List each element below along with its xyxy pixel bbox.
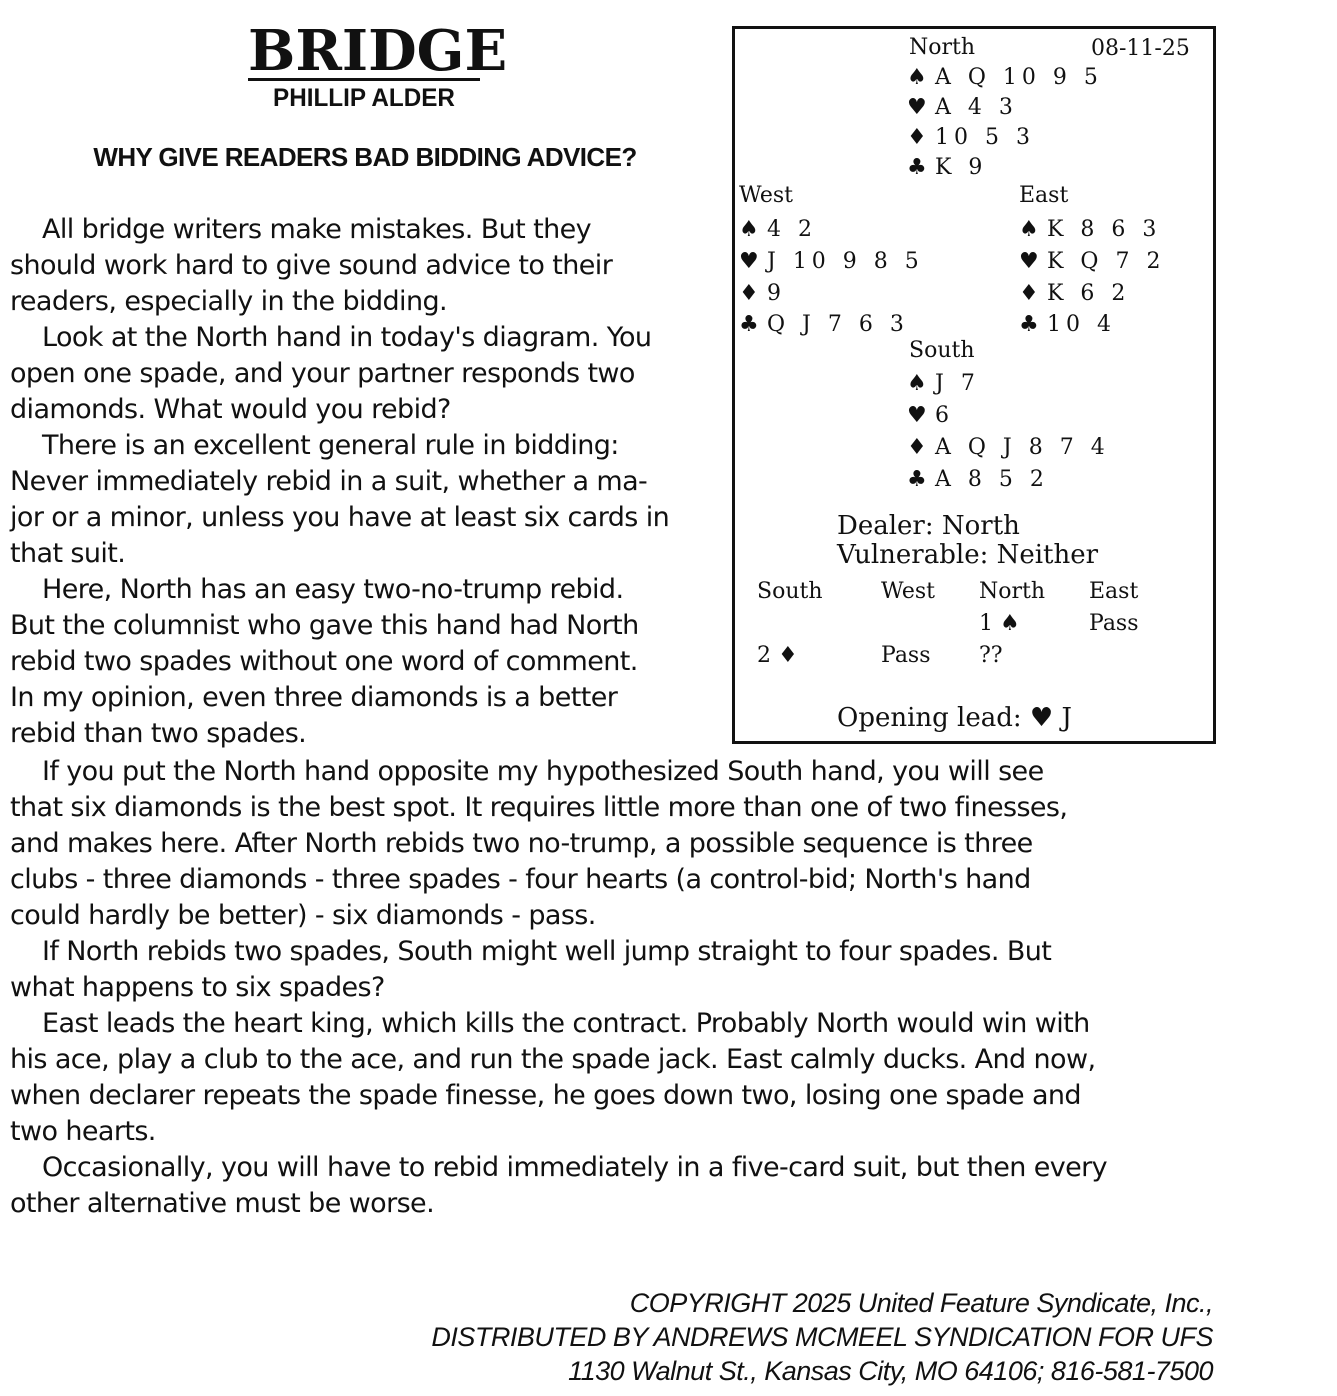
body-line: what happens to six spades? xyxy=(10,972,385,1003)
diamond-icon: ♦ xyxy=(907,125,927,150)
body-line: If North rebids two spades, South might well jump straight to four spades. But xyxy=(42,936,1052,967)
copyright-footer xyxy=(431,1286,1213,1388)
body-line: But the columnist who gave this hand had North xyxy=(10,610,639,641)
east-clubs: ♣ 10 4 xyxy=(1019,312,1116,337)
body-line: and makes here. After North rebids two no-trump, a possible sequence is three xyxy=(10,828,1033,859)
spade-icon: ♠ xyxy=(1019,217,1039,242)
north-clubs: ♣ K 9 xyxy=(907,155,988,180)
east-spades: ♠ K 8 6 3 xyxy=(1019,217,1162,242)
north-hearts: ♥ A 4 3 xyxy=(907,95,1018,120)
article-headline: WHY GIVE READERS BAD BIDDING ADVICE? xyxy=(93,142,637,172)
west-label: West xyxy=(739,183,793,208)
diamond-icon: ♦ xyxy=(739,281,759,306)
diamond-icon: ♦ xyxy=(907,435,927,460)
body-line: Never immediately rebid in a suit, whether a ma- xyxy=(10,466,648,497)
heart-icon: ♥ xyxy=(739,249,759,274)
body-line: There is an excellent general rule in bidding: xyxy=(42,430,619,461)
body-line: Here, North has an easy two-no-trump rebid. xyxy=(42,574,624,605)
auction-north-bid-2: ?? xyxy=(979,643,1003,668)
body-line: Occasionally, you will have to rebid immediately in a five-card suit, but then every xyxy=(42,1152,1108,1183)
body-line: open one spade, and your partner responds two xyxy=(10,358,635,389)
body-line: diamonds. What would you rebid? xyxy=(10,394,451,425)
article-body-wide xyxy=(10,754,1225,1222)
club-icon: ♣ xyxy=(1019,312,1039,337)
body-line: In my opinion, even three diamonds is a better xyxy=(10,682,618,713)
article-body-narrow xyxy=(10,212,725,752)
club-icon: ♣ xyxy=(907,155,927,180)
body-line: jor or a minor, unless you have at least six cards in xyxy=(10,502,670,533)
vulnerable-text: Vulnerable: Neither xyxy=(837,540,1099,570)
body-line: rebid than two spades. xyxy=(10,718,307,749)
spade-icon: ♠ xyxy=(907,371,927,396)
body-line: All bridge writers make mistakes. But they xyxy=(42,214,592,245)
auction-header-south: South xyxy=(757,579,823,604)
heart-icon: ♥ xyxy=(907,95,927,120)
heart-icon: ♥ xyxy=(907,403,927,428)
distribution-line: DISTRIBUTED BY ANDREWS MCMEEL SYNDICATION FOR UFS xyxy=(431,1322,1213,1352)
body-line: two hearts. xyxy=(10,1116,156,1147)
body-line: other alternative must be worse. xyxy=(10,1188,435,1219)
body-line: should work hard to give sound advice to their xyxy=(10,250,613,281)
club-icon: ♣ xyxy=(739,312,759,337)
dealer-text: Dealer: North xyxy=(837,511,1020,541)
body-line: Look at the North hand in today's diagram. You xyxy=(42,322,652,353)
bridge-diagram xyxy=(732,26,1216,744)
west-spades: ♠ 4 2 xyxy=(739,217,817,242)
body-line: readers, especially in the bidding. xyxy=(10,286,447,317)
auction-header-east: East xyxy=(1089,579,1139,604)
spade-icon: ♠ xyxy=(739,217,759,242)
north-diamonds: ♦ 10 5 3 xyxy=(907,125,1035,150)
south-label: South xyxy=(909,338,975,363)
copyright-line: COPYRIGHT 2025 United Feature Syndicate, Inc., xyxy=(629,1288,1213,1318)
east-hearts: ♥ K Q 7 2 xyxy=(1019,249,1166,274)
south-hearts: ♥ 6 xyxy=(907,403,954,428)
auction-west-bid-1: Pass xyxy=(881,643,931,668)
east-diamonds: ♦ K 6 2 xyxy=(1019,281,1131,306)
body-line: clubs - three diamonds - three spades - four hearts (a control-bid; North's hand xyxy=(10,864,1031,895)
auction-south-bid-1: 2 ♦ xyxy=(757,643,798,668)
north-spades: ♠ A Q 10 9 5 xyxy=(907,65,1103,90)
column-title: BRIDGE xyxy=(248,18,508,84)
spade-icon: ♠ xyxy=(907,65,927,90)
body-line: his ace, play a club to the ace, and run the spade jack. East calmly ducks. And now, xyxy=(10,1044,1096,1075)
south-spades: ♠ J 7 xyxy=(907,371,980,396)
south-diamonds: ♦ A Q J 8 7 4 xyxy=(907,435,1110,460)
heart-icon: ♥ xyxy=(1019,249,1039,274)
address-line: 1130 Walnut St., Kansas City, MO 64106; 816-581-7500 xyxy=(568,1356,1213,1386)
west-diamonds: ♦ 9 xyxy=(739,281,786,306)
north-label: North xyxy=(909,35,976,60)
body-line: that six diamonds is the best spot. It requires little more than one of two finesses, xyxy=(10,792,1068,823)
body-line: East leads the heart king, which kills the contract. Probably North would win with xyxy=(42,1008,1090,1039)
body-line: could hardly be better) - six diamonds - pass. xyxy=(10,900,596,931)
author-name: PHILLIP ALDER xyxy=(273,84,455,112)
club-icon: ♣ xyxy=(907,467,927,492)
auction-header-west: West xyxy=(881,579,935,604)
diamond-icon: ♦ xyxy=(1019,281,1039,306)
body-line: when declarer repeats the spade finesse, he goes down two, losing one spade and xyxy=(10,1080,1081,1111)
east-label: East xyxy=(1019,183,1069,208)
south-clubs: ♣ A 8 5 2 xyxy=(907,467,1049,492)
west-clubs: ♣ Q J 7 6 3 xyxy=(739,312,909,337)
auction-north-bid-1: 1 ♠ xyxy=(979,611,1020,636)
body-line: that suit. xyxy=(10,538,126,569)
masthead xyxy=(248,18,508,112)
opening-lead: Opening lead: ♥ J xyxy=(837,703,1072,733)
diagram-date: 08-11-25 xyxy=(1091,36,1190,61)
body-line: rebid two spades without one word of comment. xyxy=(10,646,638,677)
auction-header-north: North xyxy=(979,579,1046,604)
body-line: If you put the North hand opposite my hypothesized South hand, you will see xyxy=(42,756,1044,787)
auction-east-bid-1: Pass xyxy=(1089,611,1139,636)
west-hearts: ♥ J 10 9 8 5 xyxy=(739,249,924,274)
